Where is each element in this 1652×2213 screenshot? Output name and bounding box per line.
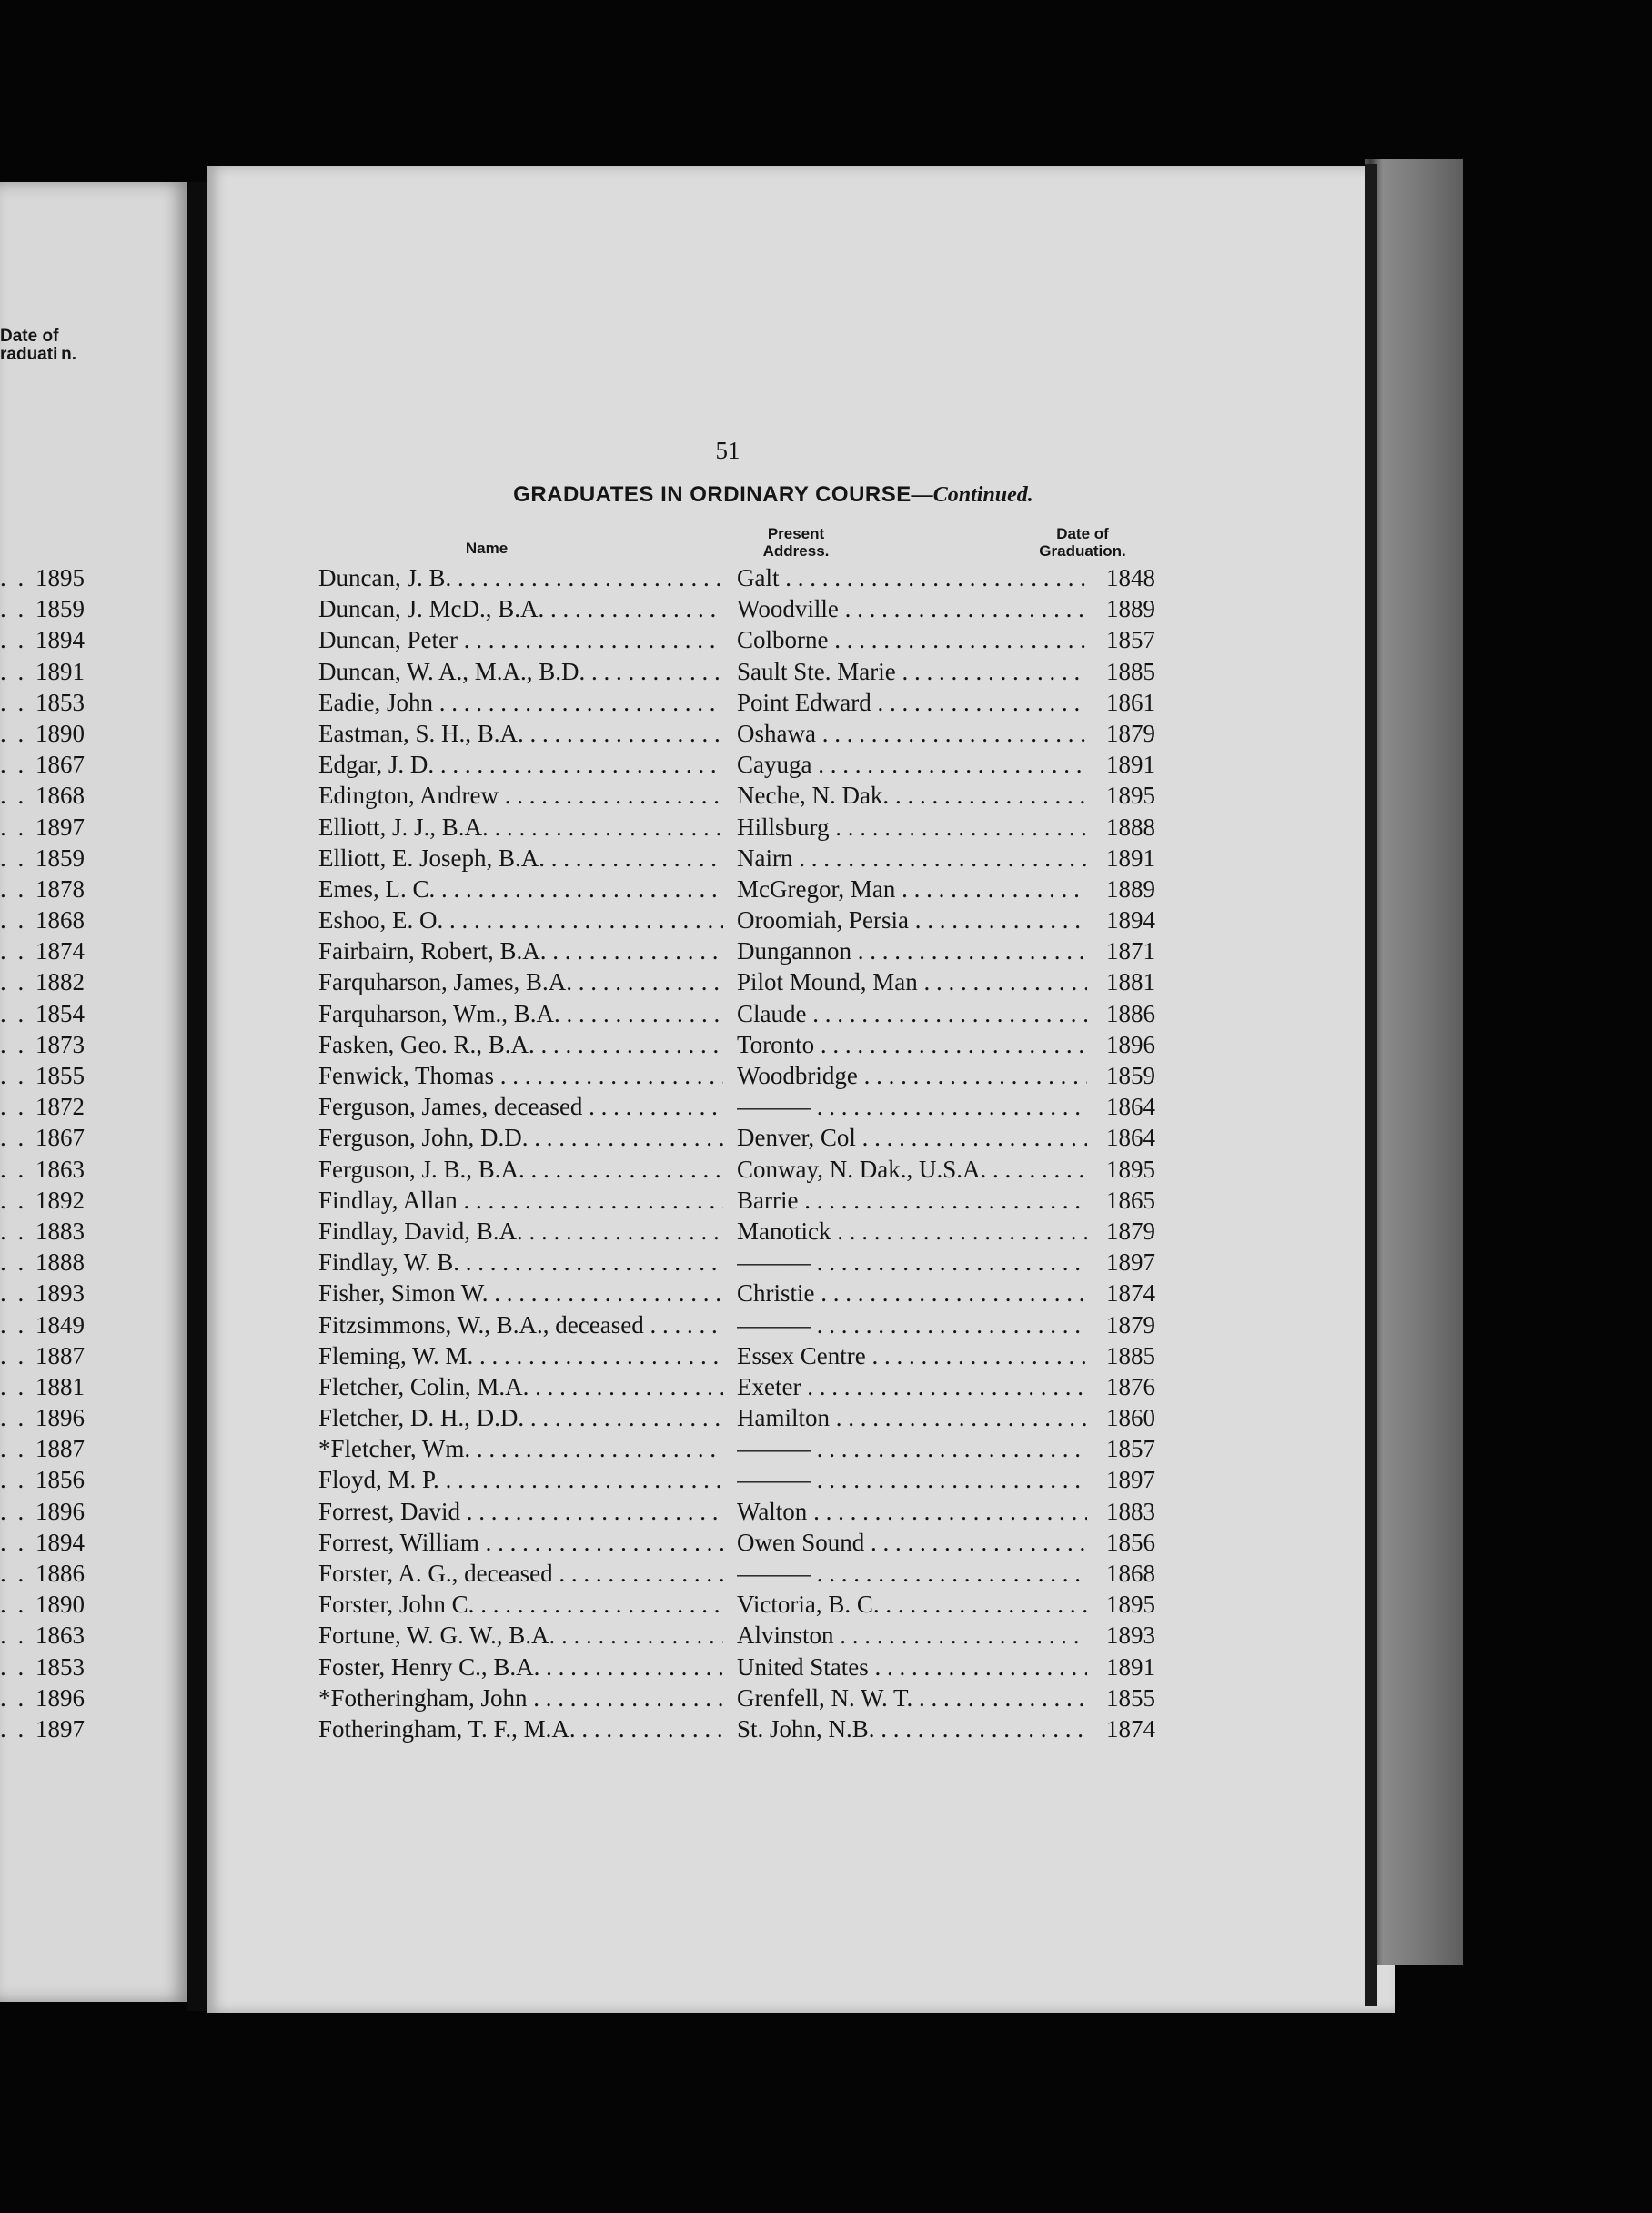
graduate-address: ——— . . . [737, 1309, 1087, 1340]
graduate-year: 1879 [1092, 1309, 1155, 1340]
graduate-name: Edington, Andrew . . . [318, 780, 723, 811]
graduate-year: 1857 [1092, 1433, 1155, 1464]
graduate-name: Forrest, William . . . [318, 1527, 723, 1558]
graduate-year: 1888 [1092, 812, 1155, 843]
left-page-year: . . 1893 [0, 1279, 85, 1308]
graduate-year: 1879 [1092, 1216, 1155, 1247]
graduate-year: 1868 [1092, 1558, 1155, 1589]
left-page-year-value: 1896 [35, 1683, 85, 1712]
graduate-address: Hamilton . . . [737, 1402, 1087, 1433]
graduate-address: Essex Centre . . . [737, 1340, 1087, 1371]
page-title-continued: —Continued. [911, 483, 1033, 507]
graduate-name: *Fotheringham, John . . . [318, 1682, 723, 1713]
graduate-row [318, 966, 1155, 997]
graduate-name: Ferguson, J. B., B.A. . . . [318, 1154, 723, 1185]
graduate-year: 1848 [1092, 562, 1155, 593]
graduate-year: 1857 [1092, 624, 1155, 655]
left-page-year: . . 1895 [0, 564, 85, 591]
left-page-year-value: 1878 [35, 874, 85, 903]
graduate-row [318, 1527, 1155, 1558]
graduate-address: Galt . . . [737, 562, 1087, 593]
graduate-address: Christie . . . [737, 1278, 1087, 1309]
page-edge-stack [1365, 159, 1463, 1965]
graduate-year: 1891 [1092, 843, 1155, 874]
graduate-name: Fenwick, Thomas . . . [318, 1060, 723, 1091]
graduate-address: Owen Sound . . . [737, 1527, 1087, 1558]
graduate-name: Fortune, W. G. W., B.A. . . . [318, 1620, 723, 1651]
left-page-year: . . 1859 [0, 595, 85, 623]
left-page-year-value: 1887 [35, 1435, 85, 1463]
graduate-name: Eadie, John . . . [318, 687, 723, 718]
left-page-year: . . 1890 [0, 719, 85, 747]
graduate-name: Fleming, W. M. . . . [318, 1340, 723, 1371]
column-header-date-line-2: Graduation. [1039, 542, 1126, 560]
graduate-row [318, 1589, 1155, 1620]
graduate-address: Woodville . . . [737, 593, 1087, 624]
left-page-year-value: 1859 [35, 595, 85, 623]
left-page-year: . . 1894 [0, 1528, 85, 1556]
graduate-year: 1895 [1092, 780, 1155, 811]
left-page-year: . . 1890 [0, 1591, 85, 1619]
graduate-row [318, 1216, 1155, 1247]
left-page-year-value: 1859 [35, 844, 85, 872]
graduate-address: Dungannon . . . [737, 935, 1087, 966]
left-page-year-value: 1854 [35, 999, 85, 1027]
graduate-address: Alvinston . . . [737, 1620, 1087, 1651]
graduate-address: Nairn . . . [737, 843, 1087, 874]
graduate-year: 1876 [1092, 1371, 1155, 1402]
graduate-name: Duncan, J. B. . . . [318, 562, 723, 593]
graduate-year: 1864 [1092, 1122, 1155, 1153]
graduate-row [318, 593, 1155, 624]
graduate-address: ——— . . . [737, 1558, 1087, 1589]
left-page-year-value: 1882 [35, 968, 85, 996]
graduate-address: Woodbridge . . . [737, 1060, 1087, 1091]
graduate-row [318, 1185, 1155, 1216]
left-page-year-value: 1883 [35, 1217, 85, 1245]
left-page-year: . . 1853 [0, 688, 85, 716]
left-page-year: . . 1863 [0, 1622, 85, 1650]
left-page-year-value: 1894 [35, 626, 85, 654]
left-page-year: . . 1883 [0, 1217, 85, 1245]
page-edge-shadow [1365, 164, 1377, 2006]
left-page-year-value: 1867 [35, 751, 85, 779]
graduate-name: Duncan, W. A., M.A., B.D. . . . [318, 656, 723, 687]
graduate-row [318, 1122, 1155, 1153]
graduate-year: 1865 [1092, 1185, 1155, 1216]
left-page-year-value: 1894 [35, 1528, 85, 1556]
graduate-year: 1897 [1092, 1464, 1155, 1495]
left-page-date-header [0, 328, 91, 364]
graduate-row [318, 1309, 1155, 1340]
graduate-row [318, 1278, 1155, 1309]
graduate-row [318, 718, 1155, 749]
left-page-year: . . 1887 [0, 1435, 85, 1463]
left-page-year-value: 1856 [35, 1466, 85, 1494]
left-page-year: . . 1881 [0, 1372, 85, 1400]
graduate-row [318, 562, 1155, 593]
graduate-name: Elliott, J. J., B.A. . . . [318, 812, 723, 843]
graduate-row [318, 1620, 1155, 1651]
graduate-name: Floyd, M. P. . . . [318, 1464, 723, 1495]
left-page-year: . . 1853 [0, 1652, 85, 1681]
left-page-year-value: 1863 [35, 1155, 85, 1183]
graduate-row [318, 1682, 1155, 1713]
left-page-year: . . 1894 [0, 626, 85, 654]
graduate-address: Walton . . . [737, 1496, 1087, 1527]
graduate-year: 1885 [1092, 1340, 1155, 1371]
column-header-date [1010, 525, 1155, 560]
graduate-year: 1885 [1092, 656, 1155, 687]
graduate-year: 1856 [1092, 1527, 1155, 1558]
left-page-year-value: 1867 [35, 1124, 85, 1152]
graduate-row [318, 1029, 1155, 1060]
left-page-year: . . 1863 [0, 1155, 85, 1183]
graduate-address: Cayuga . . . [737, 749, 1087, 780]
graduate-year: 1859 [1092, 1060, 1155, 1091]
graduate-name: Eshoo, E. O. . . . [318, 904, 723, 935]
column-header-date-line-1: Date of [1056, 525, 1109, 542]
left-page-year-value: 1890 [35, 1591, 85, 1619]
graduate-name: Edgar, J. D. . . . [318, 749, 723, 780]
graduate-address: Victoria, B. C. . . . [737, 1589, 1087, 1620]
graduate-name: Farquharson, James, B.A. . . . [318, 966, 723, 997]
graduate-row [318, 812, 1155, 843]
graduate-name: Emes, L. C. . . . [318, 874, 723, 904]
graduate-year: 1893 [1092, 1620, 1155, 1651]
graduate-name: Ferguson, John, D.D. . . . [318, 1122, 723, 1153]
left-page-year-value: 1891 [35, 657, 85, 685]
graduate-address: Manotick . . . [737, 1216, 1087, 1247]
left-page-year: . . 1882 [0, 968, 85, 996]
left-page-year: . . 1892 [0, 1186, 85, 1214]
left-page-year: . . 1888 [0, 1248, 85, 1277]
graduate-year: 1894 [1092, 904, 1155, 935]
left-page-year: . . 1849 [0, 1310, 85, 1339]
left-page-year: . . 1886 [0, 1560, 85, 1587]
graduate-name: Duncan, Peter . . . [318, 624, 723, 655]
graduate-year: 1874 [1092, 1713, 1155, 1744]
graduate-name: Forster, A. G., deceased . . . [318, 1558, 723, 1589]
graduate-address: St. John, N.B. . . . [737, 1713, 1087, 1744]
left-page-year: . . 1867 [0, 751, 85, 779]
left-header-line-2: raduati n. [0, 345, 77, 364]
graduate-name: Fasken, Geo. R., B.A. . . . [318, 1029, 723, 1060]
left-page-year-value: 1897 [35, 1714, 85, 1743]
graduate-address: Toronto . . . [737, 1029, 1087, 1060]
left-page-year: . . 1878 [0, 874, 85, 903]
graduate-row [318, 1713, 1155, 1744]
graduate-address: Exeter . . . [737, 1371, 1087, 1402]
graduate-row [318, 1433, 1155, 1464]
left-page-year: . . 1868 [0, 782, 85, 810]
left-page-year: . . 1872 [0, 1093, 85, 1121]
graduate-year: 1874 [1092, 1278, 1155, 1309]
graduate-name: *Fletcher, Wm. . . . [318, 1433, 723, 1464]
left-page-year-value: 1888 [35, 1248, 85, 1277]
graduate-name: Fletcher, D. H., D.D. . . . [318, 1402, 723, 1433]
left-page-year: . . 1867 [0, 1124, 85, 1152]
graduate-year: 1871 [1092, 935, 1155, 966]
left-page-year: . . 1855 [0, 1062, 85, 1089]
graduate-address: Sault Ste. Marie . . . [737, 656, 1087, 687]
graduate-row [318, 656, 1155, 687]
graduate-name: Eastman, S. H., B.A. . . . [318, 718, 723, 749]
graduate-row [318, 1340, 1155, 1371]
graduate-year: 1881 [1092, 966, 1155, 997]
left-page-year-value: 1887 [35, 1341, 85, 1369]
left-page-years [0, 562, 100, 1744]
column-header-address [719, 525, 873, 560]
left-page-year-value: 1896 [35, 1404, 85, 1432]
graduate-row [318, 1154, 1155, 1185]
graduate-name: Fletcher, Colin, M.A. . . . [318, 1371, 723, 1402]
graduate-name: Fotheringham, T. F., M.A. . . . [318, 1713, 723, 1744]
graduate-name: Foster, Henry C., B.A. . . . [318, 1652, 723, 1682]
left-page-year: . . 1856 [0, 1466, 85, 1494]
graduate-row [318, 1060, 1155, 1091]
graduate-name: Fisher, Simon W. . . . [318, 1278, 723, 1309]
graduate-row [318, 998, 1155, 1029]
graduate-row [318, 1464, 1155, 1495]
graduate-name: Fitzsimmons, W., B.A., deceased . . . [318, 1309, 723, 1340]
left-header-line-1: Date of [0, 327, 59, 346]
column-header-address-line-1: Present [767, 525, 825, 542]
graduate-address: Claude . . . [737, 998, 1087, 1029]
graduate-address: Denver, Col . . . [737, 1122, 1087, 1153]
graduate-year: 1895 [1092, 1154, 1155, 1185]
graduate-year: 1861 [1092, 687, 1155, 718]
left-page-year-value: 1897 [35, 813, 85, 841]
graduate-row [318, 749, 1155, 780]
graduate-row [318, 1247, 1155, 1278]
graduate-name: Ferguson, James, deceased . . . [318, 1091, 723, 1122]
graduate-row [318, 1496, 1155, 1527]
graduate-address: United States . . . [737, 1652, 1087, 1682]
graduate-address: Grenfell, N. W. T. . . . [737, 1682, 1087, 1713]
graduate-year: 1860 [1092, 1402, 1155, 1433]
graduate-row [318, 1652, 1155, 1682]
left-page-year-value: 1890 [35, 719, 85, 747]
graduate-address: Point Edward . . . [737, 687, 1087, 718]
graduate-row [318, 1558, 1155, 1589]
left-page-year-value: 1896 [35, 1497, 85, 1525]
left-page-year: . . 1896 [0, 1683, 85, 1712]
graduate-row [318, 1371, 1155, 1402]
graduate-name: Findlay, David, B.A. . . . [318, 1216, 723, 1247]
graduate-year: 1895 [1092, 1589, 1155, 1620]
left-page-year-value: 1893 [35, 1279, 85, 1308]
graduate-name: Forster, John C. . . . [318, 1589, 723, 1620]
graduate-name: Elliott, E. Joseph, B.A. . . . [318, 843, 723, 874]
graduate-address: Oroomiah, Persia . . . [737, 904, 1087, 935]
graduate-name: Forrest, David . . . [318, 1496, 723, 1527]
left-page-year: . . 1873 [0, 1030, 85, 1058]
left-page-year-value: 1874 [35, 937, 85, 965]
graduate-row [318, 843, 1155, 874]
graduate-name: Farquharson, Wm., B.A. . . . [318, 998, 723, 1029]
graduate-row [318, 687, 1155, 718]
graduate-year: 1879 [1092, 718, 1155, 749]
left-page-year-value: 1886 [35, 1560, 85, 1587]
graduate-year: 1897 [1092, 1247, 1155, 1278]
graduate-address: Hillsburg . . . [737, 812, 1087, 843]
left-page-year: . . 1868 [0, 906, 85, 935]
graduate-year: 1889 [1092, 593, 1155, 624]
page-number: 51 [715, 437, 740, 464]
left-page-year: . . 1891 [0, 657, 85, 685]
graduate-address: ——— . . . [737, 1247, 1087, 1278]
graduate-year: 1864 [1092, 1091, 1155, 1122]
column-header-name: Name [465, 540, 509, 557]
graduate-name: Findlay, W. B. . . . [318, 1247, 723, 1278]
left-page-year-value: 1892 [35, 1186, 85, 1214]
graduate-name: Duncan, J. McD., B.A. . . . [318, 593, 723, 624]
left-page-year: . . 1897 [0, 813, 85, 841]
graduate-address: Conway, N. Dak., U.S.A. . . . [737, 1154, 1087, 1185]
graduate-address: Colborne . . . [737, 624, 1087, 655]
left-page-year-value: 1881 [35, 1372, 85, 1400]
graduate-address: McGregor, Man . . . [737, 874, 1087, 904]
graduate-year: 1891 [1092, 1652, 1155, 1682]
graduate-row [318, 874, 1155, 904]
left-page-year-value: 1868 [35, 906, 85, 935]
left-page-year-value: 1873 [35, 1030, 85, 1058]
book-gutter [187, 182, 209, 2011]
graduate-row [318, 624, 1155, 655]
left-page-year: . . 1896 [0, 1497, 85, 1525]
left-page-year-value: 1853 [35, 1652, 85, 1681]
graduate-address: Pilot Mound, Man . . . [737, 966, 1087, 997]
page-title-main: GRADUATES IN ORDINARY COURSE [513, 482, 912, 507]
left-page-year: . . 1859 [0, 844, 85, 872]
graduate-year: 1891 [1092, 749, 1155, 780]
left-page-year-value: 1855 [35, 1062, 85, 1089]
left-page-year: . . 1887 [0, 1341, 85, 1369]
left-page-year-value: 1849 [35, 1310, 85, 1339]
left-page-year: . . 1874 [0, 937, 85, 965]
graduate-address: ——— . . . [737, 1433, 1087, 1464]
left-page-year-value: 1872 [35, 1093, 85, 1121]
graduate-year: 1889 [1092, 874, 1155, 904]
graduate-year: 1896 [1092, 1029, 1155, 1060]
column-header-address-line-2: Address. [762, 542, 830, 560]
graduate-year: 1886 [1092, 998, 1155, 1029]
graduate-address: Barrie . . . [737, 1185, 1087, 1216]
graduate-row [318, 1091, 1155, 1122]
left-page-year-value: 1895 [35, 564, 85, 591]
graduate-row [318, 1402, 1155, 1433]
graduate-address: ——— . . . [737, 1464, 1087, 1495]
graduate-address: Neche, N. Dak. . . . [737, 780, 1087, 811]
graduate-row [318, 780, 1155, 811]
left-page-year: . . 1854 [0, 999, 85, 1027]
graduate-row [318, 935, 1155, 966]
graduate-year: 1855 [1092, 1682, 1155, 1713]
graduate-year: 1883 [1092, 1496, 1155, 1527]
graduate-name: Fairbairn, Robert, B.A. . . . [318, 935, 723, 966]
left-page-year-value: 1853 [35, 688, 85, 716]
graduate-address: Oshawa . . . [737, 718, 1087, 749]
graduates-list [318, 562, 1155, 1744]
graduate-row [318, 904, 1155, 935]
left-page-year: . . 1897 [0, 1714, 85, 1743]
graduate-address: ——— . . . [737, 1091, 1087, 1122]
graduate-name: Findlay, Allan . . . [318, 1185, 723, 1216]
page-title [364, 482, 1183, 508]
left-page-year: . . 1896 [0, 1404, 85, 1432]
left-page-year-value: 1868 [35, 782, 85, 810]
left-page-year-value: 1863 [35, 1622, 85, 1650]
